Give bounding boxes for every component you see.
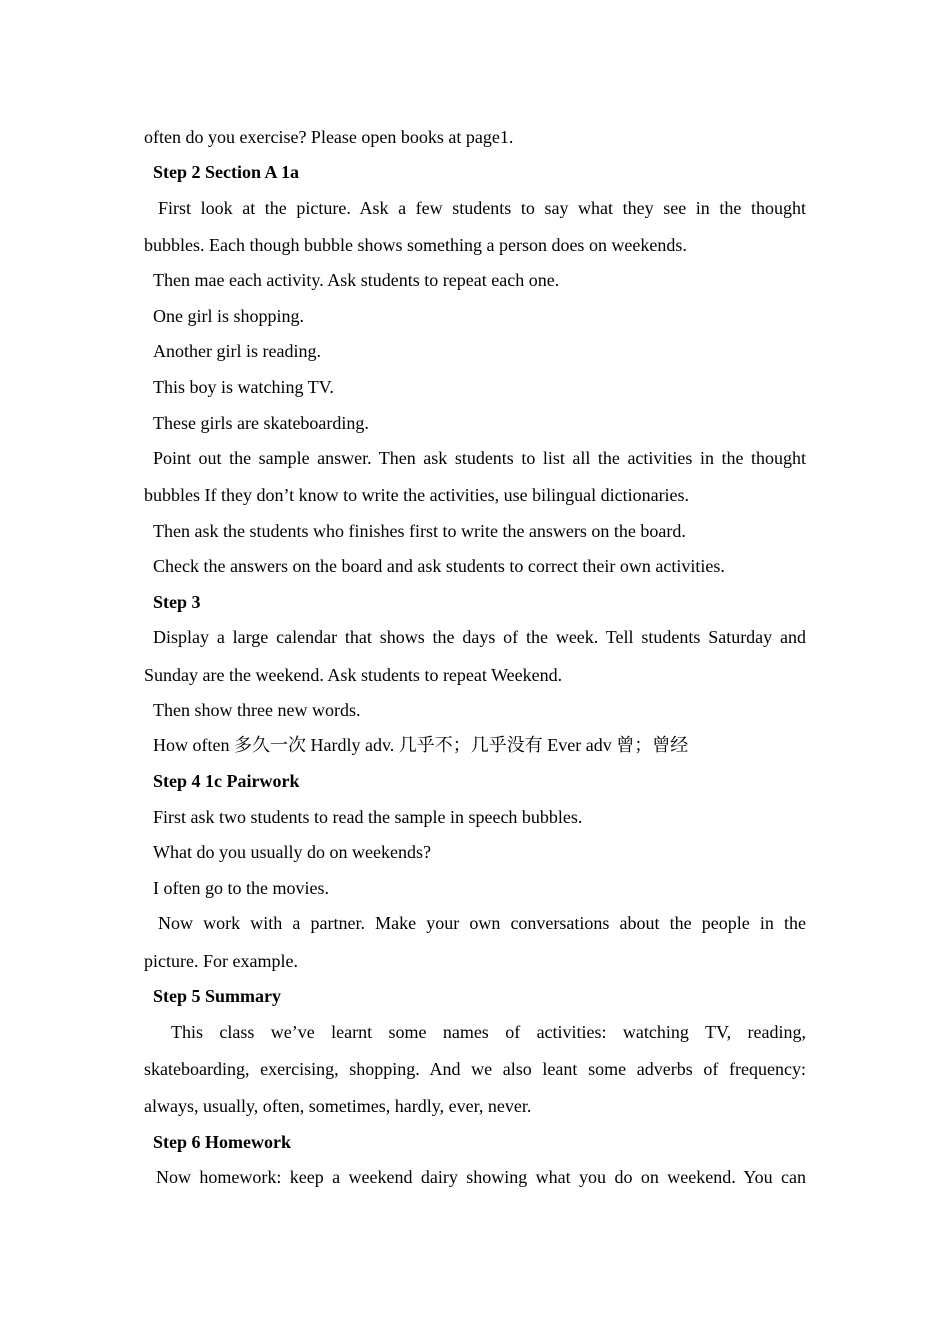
text-line: I often go to the movies. — [153, 878, 329, 898]
text-line: picture. For example. — [144, 951, 298, 971]
text-line: Sunday are the weekend. Ask students to repeat Weekend. — [144, 665, 563, 685]
text-line: Point out the sample answer. Then ask students to list all the activities in the thought — [153, 448, 806, 468]
text-line: These girls are skateboarding. — [153, 413, 369, 433]
text-line: Then mae each activity. Ask students to repeat each one. — [153, 270, 560, 290]
step-heading: Step 4 1c Pairwork — [153, 771, 300, 791]
text-line: bubbles. Each though bubble shows something a person does on weekends. — [144, 235, 687, 255]
text-line: often do you exercise? Please open books at page1. — [144, 127, 514, 147]
text-line: skateboarding, exercising, shopping. And we also leant some adverbs of frequency: — [144, 1059, 806, 1079]
text-line: Then show three new words. — [153, 700, 361, 720]
vocabulary-line: How often 多久一次 Hardly adv. 几乎不；几乎没有 Ever adv 曾；曾经 — [153, 735, 689, 755]
step-heading: Step 3 — [153, 592, 201, 612]
text-line: First look at the picture. Ask a few students to say what they see in the thought — [158, 198, 806, 218]
text-line: What do you usually do on weekends? — [153, 842, 431, 862]
text-line: always, usually, often, sometimes, hardly, ever, never. — [144, 1096, 532, 1116]
text-line: Another girl is reading. — [153, 341, 321, 361]
step-heading: Step 5 Summary — [153, 986, 282, 1006]
step-heading: Step 2 Section A 1a — [153, 162, 300, 182]
text-line: First ask two students to read the sample in speech bubbles. — [153, 807, 583, 827]
text-line: bubbles If they don’t know to write the activities, use bilingual dictionaries. — [144, 485, 690, 505]
text-line: Now work with a partner. Make your own conversations about the people in the — [158, 913, 806, 933]
text-line: Check the answers on the board and ask students to correct their own activities. — [153, 556, 725, 576]
text-line: Then ask the students who finishes first to write the answers on the board. — [153, 521, 686, 541]
text-line: This class we’ve learnt some names of activities: watching TV, reading, — [171, 1022, 806, 1042]
text-line: Display a large calendar that shows the days of the week. Tell students Saturday and — [153, 627, 806, 647]
text-line: Now homework: keep a weekend dairy showing what you do on weekend. You can — [156, 1167, 806, 1187]
step-heading: Step 6 Homework — [153, 1132, 291, 1152]
text-line: One girl is shopping. — [153, 306, 304, 326]
text-line: This boy is watching TV. — [153, 377, 334, 397]
